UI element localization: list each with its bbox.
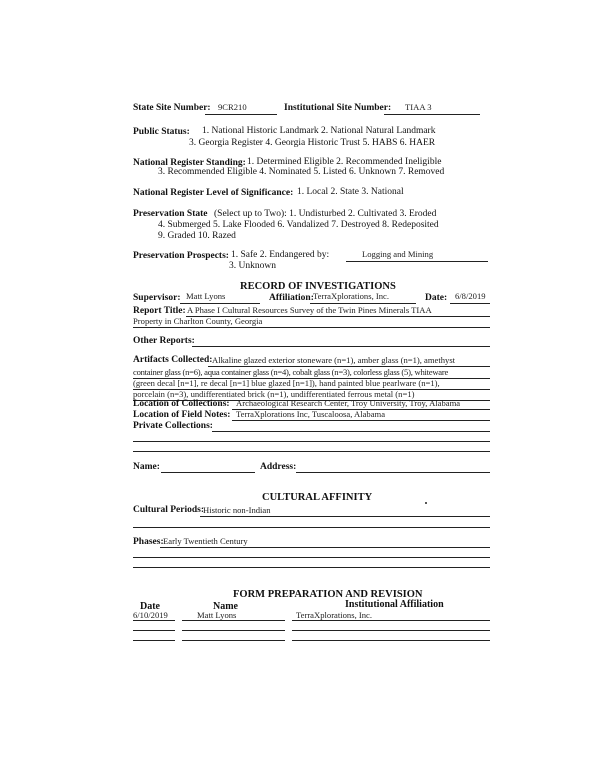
affiliation-value[interactable]: TerraXplorations, Inc.: [313, 291, 389, 301]
cultural-periods-line-1: [200, 516, 490, 517]
private-collections-line-2: [133, 441, 490, 442]
state-site-number-value[interactable]: 9CR210: [218, 102, 247, 112]
name-line: [161, 472, 255, 473]
public-status-label: Public Status:: [133, 127, 190, 137]
supervisor-value[interactable]: Matt Lyons: [186, 291, 226, 301]
collections-location-label: Location of Collections:: [133, 399, 230, 409]
phases-value[interactable]: Early Twentieth Century: [163, 536, 248, 546]
report-title-label: Report Title:: [133, 306, 186, 316]
affiliation-line: [310, 303, 416, 304]
address-label: Address:: [260, 462, 297, 472]
nr-standing-options-2: 3. Recommended Eligible 4. Nominated 5. Listed 6. Unknown 7. Removed: [158, 167, 445, 177]
preservation-state-options-3: 9. Graded 10. Razed: [158, 231, 236, 241]
artifacts-value-4[interactable]: porcelain (n=3), undifferentiated brick (n=1), undifferentiated ferrous metal (n=1): [133, 389, 415, 399]
preservation-state-options-1: (Select up to Two): 1. Undisturbed 2. Cultivated 3. Eroded: [214, 209, 437, 219]
phases-line-1: [160, 547, 490, 548]
address-line: [296, 472, 490, 473]
phases-line-3: [133, 567, 490, 568]
nr-level-options: 1. Local 2. State 3. National: [297, 187, 404, 197]
preservation-prospects-options-1: 1. Safe 2. Endangered by:: [231, 250, 330, 260]
stray-mark: [425, 502, 427, 504]
nr-level-label: National Register Level of Significance:: [133, 188, 294, 198]
collections-location-value[interactable]: Archaeological Research Center, Troy University, Troy, Alabama: [236, 398, 461, 408]
field-notes-label: Location of Field Notes:: [133, 410, 231, 420]
form-prep-affiliation-header: Institutional Affiliation: [345, 599, 444, 610]
cultural-periods-value[interactable]: Historic non-Indian: [203, 505, 271, 515]
form-prep-affiliation-line-2: [292, 630, 490, 631]
name-label: Name:: [133, 462, 160, 472]
state-site-number-line: [205, 114, 277, 115]
form-prep-date-line-3: [133, 640, 175, 641]
form-prep-date-line-1: [133, 620, 175, 621]
field-notes-value[interactable]: TerraXplorations Inc, Tuscaloosa, Alabama: [236, 409, 386, 419]
date-label: Date:: [425, 293, 448, 303]
affiliation-label: Affiliation:: [269, 293, 314, 303]
form-prep-name-line-2: [182, 630, 285, 631]
institutional-site-number-label: Institutional Site Number:: [284, 103, 392, 113]
form-prep-date-line-2: [133, 630, 175, 631]
form-prep-affiliation-line-1: [292, 620, 490, 621]
cultural-affinity-title: CULTURAL AFFINITY: [262, 492, 373, 503]
form-prep-row-date[interactable]: 6/10/2019: [133, 610, 168, 620]
report-title-value-1[interactable]: A Phase I Cultural Resources Survey of the Twin Pines Minerals TIAA: [187, 305, 432, 315]
other-reports-line: [192, 346, 490, 347]
form-prep-row-name[interactable]: Matt Lyons: [197, 610, 237, 620]
private-collections-line-3: [133, 451, 490, 452]
cultural-periods-line-2: [133, 527, 490, 528]
institutional-site-number-value[interactable]: TIAA 3: [405, 102, 432, 112]
form-prep-name-line-3: [182, 640, 285, 641]
phases-line-2: [133, 557, 490, 558]
state-site-number-label: State Site Number:: [133, 103, 211, 113]
private-collections-label: Private Collections:: [133, 421, 213, 431]
form-prep-name-line-1: [182, 620, 285, 621]
report-title-line-2: [133, 327, 490, 328]
preservation-prospects-label: Preservation Prospects:: [133, 251, 229, 261]
cultural-periods-label: Cultural Periods:: [133, 505, 204, 515]
artifacts-value-1[interactable]: Alkaline glazed exterior stoneware (n=1), amber glass (n=1), amethyst: [212, 355, 456, 365]
preservation-state-options-2: 4. Submerged 5. Lake Flooded 6. Vandalized 7. Destroyed 8. Redeposited: [158, 220, 439, 230]
form-prep-row-affiliation[interactable]: TerraXplorations, Inc.: [296, 610, 372, 620]
date-value[interactable]: 6/8/2019: [455, 291, 486, 301]
form-prep-name-header: Name: [213, 601, 238, 612]
nr-standing-options-1: 1. Determined Eligible 2. Recommended Ineligible: [247, 157, 442, 167]
institutional-site-number-line: [384, 114, 480, 115]
investigations-title: RECORD OF INVESTIGATIONS: [240, 281, 396, 292]
form-prep-affiliation-line-3: [292, 640, 490, 641]
endangered-by-value[interactable]: Logging and Mining: [362, 249, 434, 259]
public-status-options-1: 1. National Historic Landmark 2. National Natural Landmark: [202, 126, 436, 136]
field-notes-line: [232, 420, 490, 421]
preservation-state-label: Preservation State: [133, 209, 208, 219]
endangered-by-line: [346, 261, 488, 262]
form-prep-title: FORM PREPARATION AND REVISION: [233, 589, 423, 600]
public-status-options-2: 3. Georgia Register 4. Georgia Historic Trust 5. HABS 6. HAER: [189, 138, 436, 148]
supervisor-line: [180, 303, 260, 304]
form-prep-date-header: Date: [140, 601, 160, 612]
preservation-prospects-options-2: 3. Unknown: [229, 261, 276, 271]
artifacts-value-3[interactable]: (green decal [n=1], re decal [n=1] blue glazed [n=1]), hand painted blue pearlware (n=1),: [133, 378, 440, 388]
private-collections-line-1: [212, 431, 490, 432]
artifacts-value-2[interactable]: container glass (n=6), aqua container glass (n=4), cobalt glass (n=3), colorless glass (5), whiteware: [133, 367, 449, 377]
other-reports-label: Other Reports:: [133, 336, 195, 346]
phases-label: Phases:: [133, 537, 164, 547]
report-title-value-2[interactable]: Property in Charlton County, Georgia: [133, 316, 263, 326]
artifacts-label: Artifacts Collected:: [133, 355, 213, 365]
date-line: [450, 303, 490, 304]
supervisor-label: Supervisor:: [133, 293, 181, 303]
nr-standing-label: National Register Standing:: [133, 158, 246, 168]
